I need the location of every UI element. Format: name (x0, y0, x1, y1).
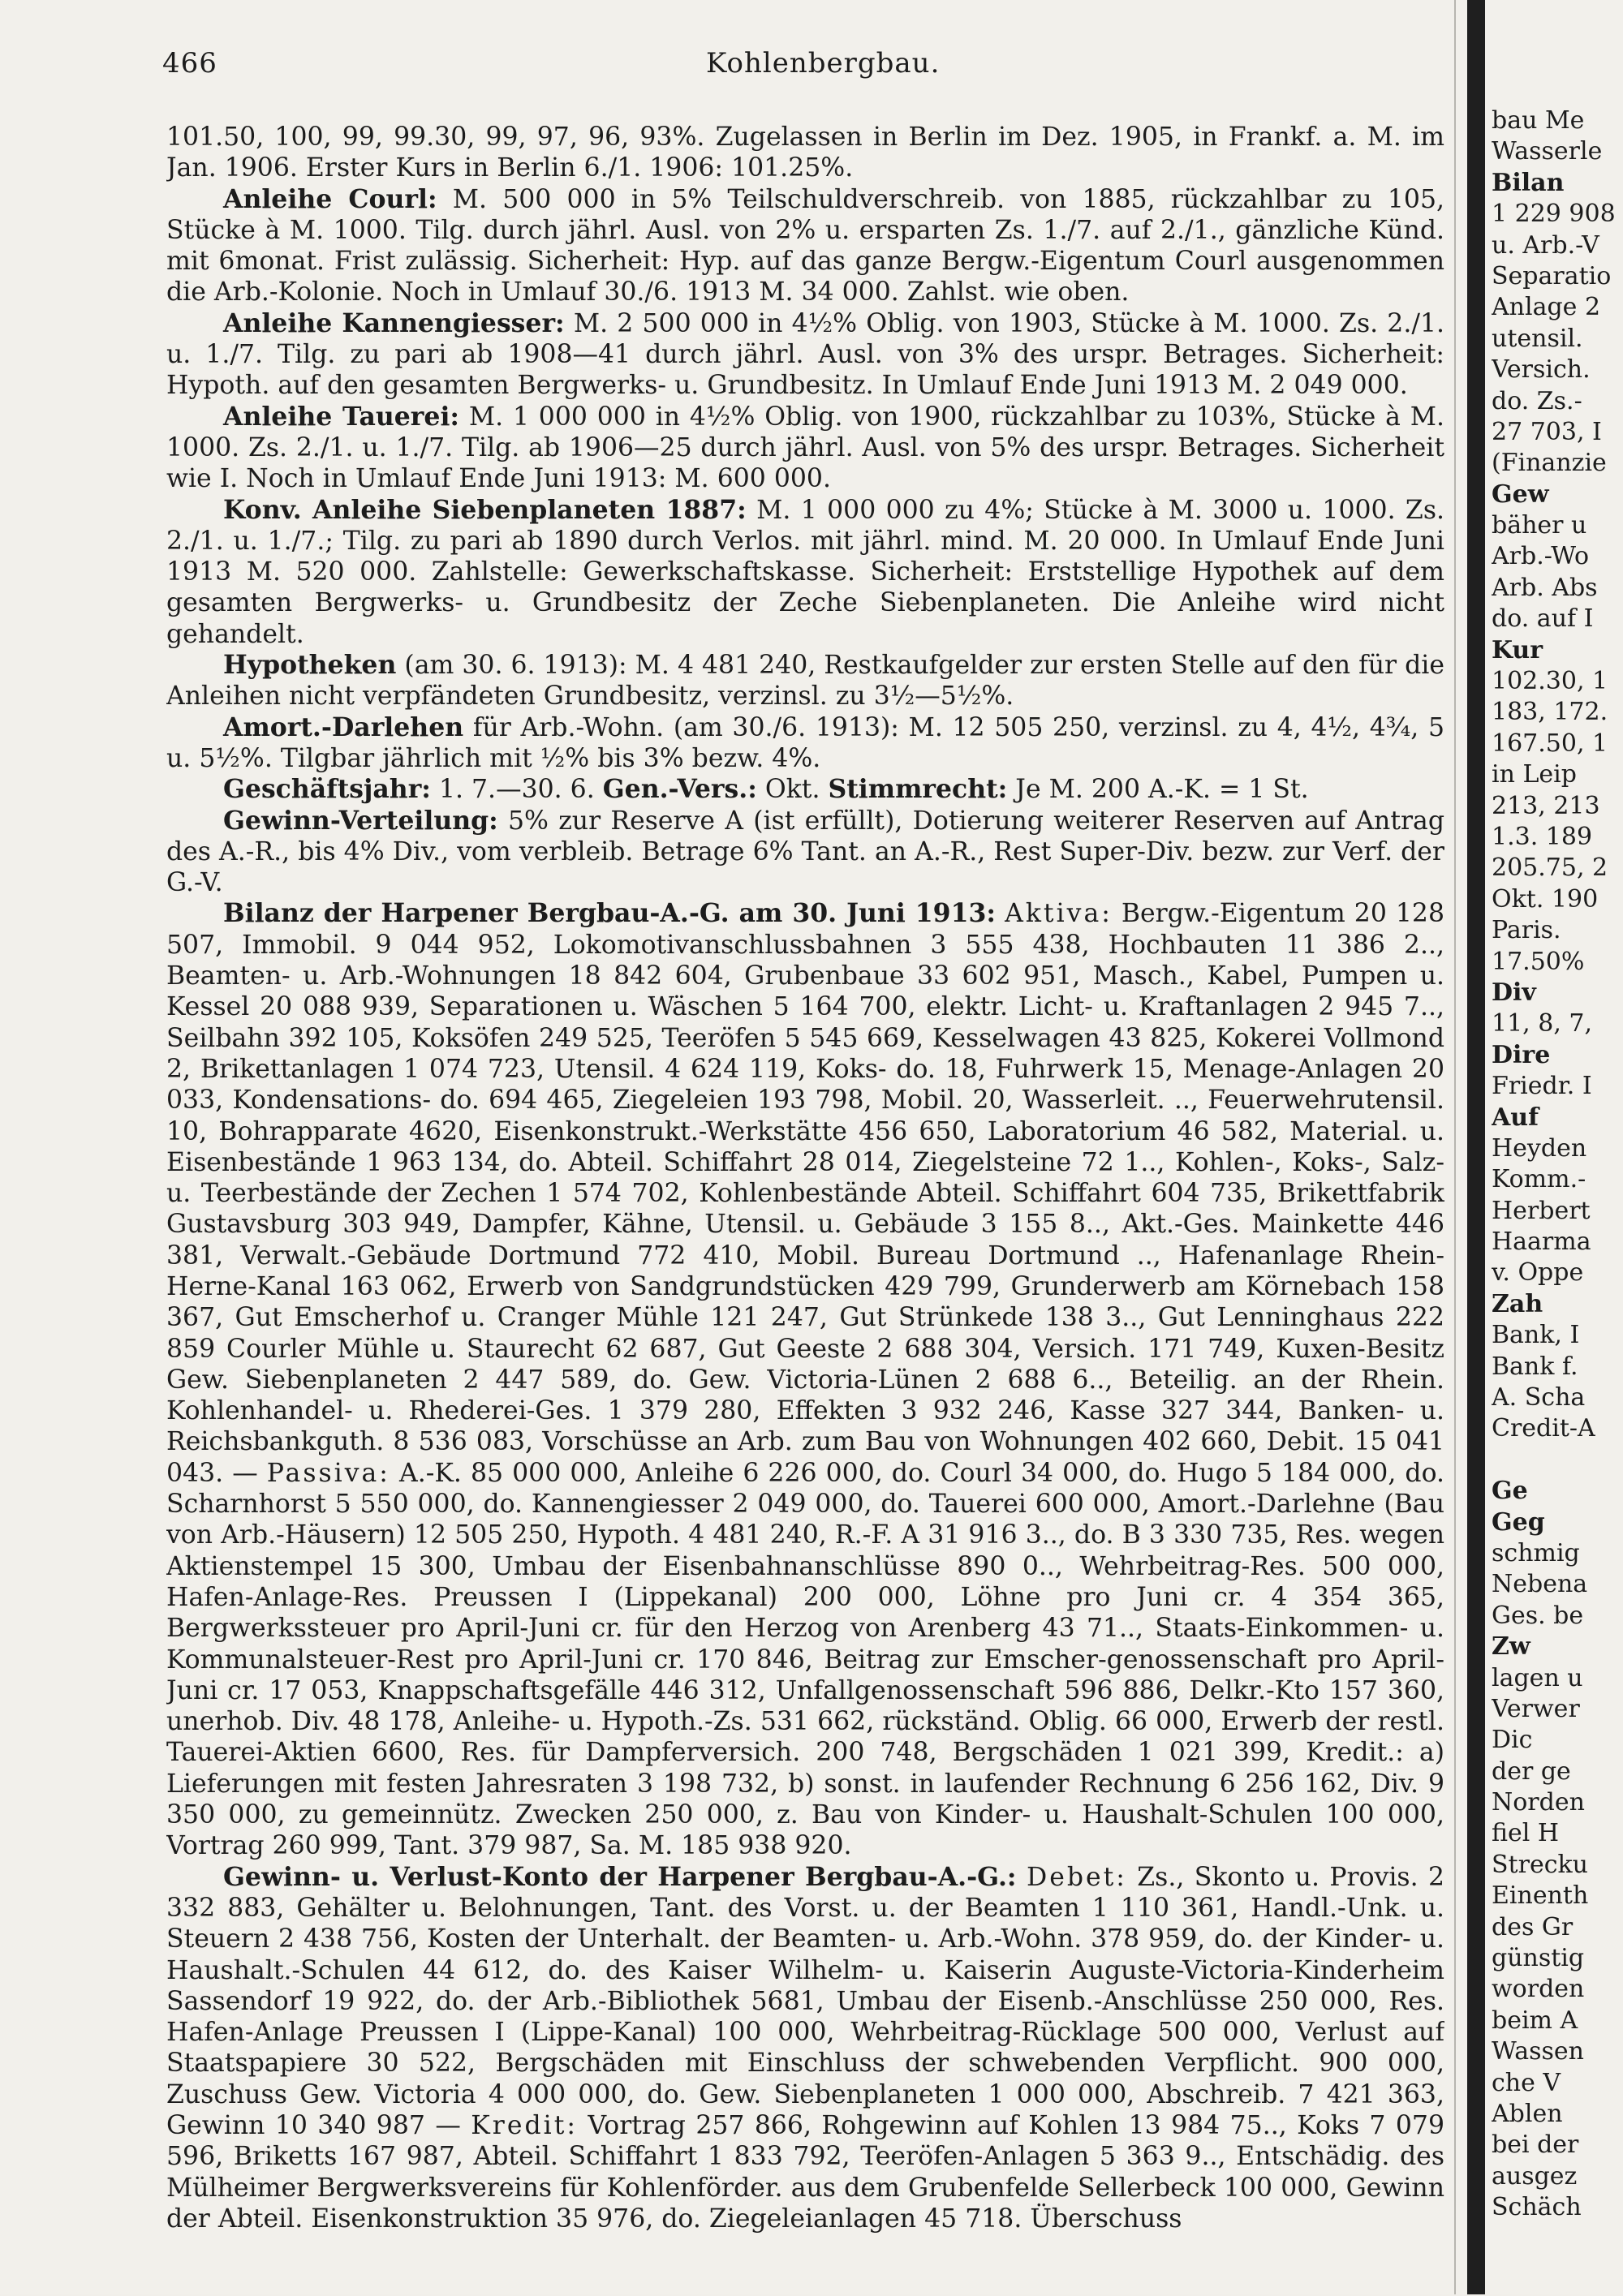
next-column-fragment: Nebena (1492, 1570, 1588, 1599)
next-column-fragment: Dic (1492, 1726, 1533, 1755)
paragraph-heading: Gen.-Vers.: (602, 774, 757, 805)
next-column-fragment: worden (1492, 1975, 1585, 2004)
next-column-fragment: lagen u (1492, 1663, 1583, 1692)
next-column-fragment: Arb. Abs (1492, 573, 1598, 602)
next-column-fragment: v. Oppe (1492, 1258, 1584, 1288)
next-column-fragment: 183, 172. (1492, 698, 1608, 727)
next-column-fragment: Wassen (1492, 2037, 1584, 2066)
paragraph-text: A.-K. 85 000 000, Anleihe 6 226 000, do. Courl 34 000, do. Hugo 5 184 000, do. Scharnhorst 5 550 000, do. Kannengiesser 2 049 000, do. Tauerei 600 000, Amort.-Darlehne (Bau von Arb.-Häusern) 12 505 250, Hypoth. 4 481 240, R.-F. A 31 916 3.., do. B 3 330 735, Res. wegen Aktienstempel 15 300, Umbau der Eisenbahnanschlüsse 890 0.., Wehrbeitrag-Res. 500 000, Hafen-Anlage-Res. Preussen I (Lippekanal) 200 000, Löhne pro Juni cr. 4 354 365, Bergwerkssteuer pro April-Juni cr. für den Herzog von Arenberg 43 71.., Staats-Einkommen- u. Kommunalsteuer-Rest pro April-Juni cr. 170 846, Beitrag zur Emscher-genossenschaft pro April-Juni cr. 17 053, Knappschaftsgefälle 446 312, Unfallgenossenschaft 596 886, Delkr.-Kto 157 360, unerhob. Div. 48 178, Anleihe- u. Hypoth.-Zs. 531 662, rückständ. Oblig. 66 000, Erwerb der restl. Tauerei-Aktien 6600, Res. für Dampferversich. 200 748, Bergschäden 1 021 399, Kredit.: a) Lieferungen mit festen Jahresraten 3 198 732, b) sonst. in laufender Rechnung 6 256 162, Div. 9 350 000, zu gemeinnütz. Zwecken 250 000, z. Bau von Kinder- u. Haushalt-Schulen 100 000, Vortrag 260 999, Tant. 379 987, Sa. M. 185 938 920. (166, 1458, 1444, 1861)
paragraph-heading: Gewinn- u. Verlust-Konto der Harpener Bergbau-A.-G.: (223, 1861, 1017, 1892)
next-column-fragment: Credit-A (1492, 1414, 1595, 1443)
next-column-fragment: bau Me (1492, 106, 1585, 135)
next-column-fragment: 213, 213 (1492, 791, 1600, 820)
page-header (162, 47, 1428, 80)
gutter-line (1454, 0, 1456, 2294)
paragraph-text: 101.50, 100, 99, 99.30, 99, 97, 96, 93%. Zugelassen in Berlin im Dez. 1905, in Frankf. a. M. im Jan. 1906. Erster Kurs in Berlin 6./1. 1906: 101.25%. (166, 123, 1444, 183)
next-column-fragment: schmig (1492, 1538, 1580, 1567)
paragraph (166, 122, 1444, 184)
next-column-fragment: des Gr (1492, 1912, 1573, 1941)
next-column-fragment: utensil. (1492, 324, 1583, 353)
next-column-fragment: Zah (1492, 1289, 1543, 1318)
next-column-fragment: Norden (1492, 1788, 1585, 1817)
next-column-fragment: Kur (1492, 635, 1543, 664)
next-column-fragment: Haarma (1492, 1228, 1591, 1257)
next-column-fragment: 1 229 908 (1492, 200, 1616, 229)
next-column-fragment: Schäch (1492, 2193, 1582, 2222)
next-column-fragment: Ges. be (1492, 1601, 1584, 1630)
next-column-fragment: u. Arb.-V (1492, 230, 1599, 260)
next-column-fragment: Bank f. (1492, 1352, 1578, 1381)
next-column-fragment: Ablen (1492, 2100, 1563, 2128)
paragraph (166, 1862, 1444, 2235)
paragraph-text: M. 1 000 000 zu 4%; Stücke à M. 3000 u. 1000. Zs. 2./1. u. 1./7.; Tilg. zu pari ab 1890 durch Verlos. mit jährl. mind. M. 20 000. In Umlauf Ende Juni 1913 M. 520 000. Zahlstelle: Gewerkschaftskasse. Sicherheit: Erststellige Hypothek auf dem gesamten Bergwerks- u. Grundbesitz der Zeche Siebenplaneten. Die Anleihe wird nicht gehandelt. (166, 495, 1444, 649)
next-column-fragment: ausgez (1492, 2161, 1578, 2191)
next-column-fragment: Bank, I (1492, 1321, 1580, 1350)
next-column-fragment: bei der (1492, 2130, 1579, 2160)
next-column-fragment: Okt. 190 (1492, 884, 1599, 914)
next-column-fragment: in Leip (1492, 760, 1577, 789)
paragraph-text: M. 500 000 in 5% Teilschuldverschreib. von 1885, rückzahlbar zu 105, Stücke à M. 1000. Tilg. durch jährl. Ausl. von 2% u. ersparten Zs. 1./7. auf 2./1., gänzliche Künd. mit 6monat. Frist zulässig. Sicherheit: Hyp. auf das ganze Bergw.-Eigentum Courl ausgenommen die Arb.-Kolonie. Noch in Umlauf 30./6. 1913 M. 34 000. Zahlst. wie oben. (166, 184, 1444, 307)
next-column-fragment: che V (1492, 2068, 1561, 2097)
paragraph (166, 774, 1444, 805)
next-column-fragment: do. Zs.- (1492, 386, 1582, 415)
next-column-fragment: Einenth (1492, 1881, 1589, 1911)
next-column-fragment: 167.50, 1 (1492, 729, 1608, 758)
next-column-fragment: bäher u (1492, 511, 1587, 540)
next-column-fragment: (Finanzie (1492, 449, 1607, 478)
next-column-fragment: Komm.- (1492, 1165, 1586, 1194)
next-column-fragment: fiel H (1492, 1819, 1560, 1848)
next-column-fragment (1492, 1445, 1623, 1476)
paragraph (166, 712, 1444, 775)
paragraph-heading: Stimmrecht: (828, 774, 1008, 805)
next-column-fragment: 27 703, I (1492, 417, 1602, 446)
paragraph-text (996, 899, 1005, 928)
paragraph (166, 898, 1444, 1861)
paragraph (166, 806, 1444, 899)
paragraph-text: Vortrag 257 866, Rohgewinn auf Kohlen 13 984 75.., Koks 7 079 596, Briketts 167 987, Abteil. Schiffahrt 1 833 792, Teeröfen-Anlagen 5 363 9.., Entschädig. des Mülheimer Bergwerksvereins für Kohlenförder. aus dem Grubenfelde Sellerbeck 100 000, Gewinn der Abteil. Eisenkonstruktion 35 976, do. Ziegeleianlagen 45 718. Überschuss (166, 2111, 1444, 2234)
next-column-fragment: 1.3. 189 (1492, 822, 1593, 851)
paragraph-text: (am 30. 6. 1913): M. 4 481 240, Restkaufgelder zur ersten Stelle auf den für die Anleihen nicht verpfändeten Grundbesitz, verzinsl. zu 3½—5½%. (166, 651, 1444, 712)
next-column-fragment: Auf (1492, 1103, 1539, 1132)
running-title: Kohlenbergbau. (706, 47, 941, 80)
paragraph (166, 308, 1444, 402)
paragraph-heading: Konv. Anleihe Siebenplaneten 1887: (223, 494, 747, 525)
paragraph-text: M. 2 500 000 in 4½% Oblig. von 1903, Stücke à M. 1000. Zs. 2./1. u. 1./7. Tilg. zu pari ab 1908—41 durch jährl. Ausl. von 3% des urspr. Betrages. Sicherheit: Hypoth. auf den gesamten Bergwerks- u. Grundbesitz. In Umlauf Ende Juni 1913 M. 2 049 000. (166, 308, 1444, 401)
paragraph-text: Okt. (756, 775, 829, 805)
next-column-fragment: Arb.-Wo (1492, 542, 1590, 571)
paragraph-text: für Arb.-Wohn. (am 30./6. 1913): M. 12 505 250, verzinsl. zu 4, 4½, 4¾, 5 u. 5½%. Tilgbar jährlich mit ½% bis 3% bezw. 4%. (166, 712, 1444, 773)
paragraph (166, 402, 1444, 495)
next-column-fragment: Div (1492, 978, 1536, 1007)
next-column-fragment: Zw (1492, 1632, 1530, 1662)
next-column-fragment: beim A (1492, 2006, 1578, 2035)
paragraph-text: 5% zur Reserve A (ist erfüllt), Dotierung weiterer Reserven auf Antrag des A.-R., bis 4% Div., vom verbleib. Betrage 6% Tant. an A.-R., Rest Super-Div. bezw. zur Verf. der G.-V. (166, 806, 1444, 898)
paragraph-heading: Anleihe Courl: (223, 183, 437, 214)
next-column-fragment: Geg (1492, 1507, 1545, 1537)
paragraph-text: M. 1 000 000 in 4½% Oblig. von 1900, rückzahlbar zu 103%, Stücke à M. 1000. Zs. 2./1. u. 1./7. Tilg. ab 1906—25 durch jährl. Ausl. von 5% des urspr. Betrages. Sicherheit wie I. Noch in Umlauf Ende Juni 1913: M. 600 000. (166, 402, 1444, 494)
paragraph-heading: Anleihe Kannengiesser: (223, 307, 565, 338)
next-column-fragment: Friedr. I (1492, 1072, 1592, 1101)
paragraph-heading: Gewinn-Verteilung: (223, 805, 498, 836)
next-column-fragment: 205.75, 2 (1492, 853, 1608, 883)
paragraph-text (1017, 1863, 1027, 1892)
main-text-column (166, 122, 1444, 2280)
next-column-fragment: Ge (1492, 1477, 1528, 1506)
next-column-fragment: Herbert (1492, 1196, 1591, 1225)
paragraph (166, 495, 1444, 650)
next-column-fragment: günstig (1492, 1944, 1585, 1973)
paragraph-text: 1. 7.—30. 6. (430, 775, 603, 805)
next-column-fragment: Verwer (1492, 1694, 1580, 1723)
next-column-fragment: 17.50% (1492, 947, 1585, 976)
next-column-fragment: 11, 8, 7, (1492, 1009, 1593, 1038)
page-number: 466 (162, 47, 217, 80)
next-column-fragment: Wasserle (1492, 137, 1603, 166)
next-column-fragment: Heyden (1492, 1133, 1587, 1163)
paragraph-heading: Amort.-Darlehen (223, 712, 464, 742)
next-column-fragment: Gew (1492, 479, 1549, 509)
spaced-label: Debet: (1026, 1862, 1127, 1892)
paragraph-heading: Anleihe Tauerei: (223, 401, 460, 432)
next-column-fragment: der ge (1492, 1756, 1571, 1786)
spaced-label: Kredit: (471, 2111, 578, 2140)
paragraph-text: Bergw.-Eigentum 20 128 507, Immobil. 9 044 952, Lokomotivanschlussbahnen 3 555 438, Hochbauten 11 386 2.., Beamten- u. Arb.-Wohnungen 18 842 604, Grubenbaue 33 602 951, Masch., Kabel, Pumpen u. Kessel 20 088 939, Separationen u. Wäschen 5 164 700, elektr. Licht- u. Kraftanlagen 2 945 7.., Seilbahn 392 105, Koksöfen 249 525, Teeröfen 5 545 669, Kesselwagen 43 825, Kokerei Vollmond 2, Brikettanlagen 1 074 723, Utensil. 4 624 119, Koks- do. 18, Fuhrwerk 15, Menage-Anlagen 20 033, Kondensations- do. 694 465, Ziegeleien 193 798, Mobil. 20, Wasserleit. .., Feuerwehrutensil. 10, Bohrapparate 4620, Eisenkonstrukt.-Werkstätte 456 650, Laboratorium 46 582, Material. u. Eisenbestände 1 963 134, do. Abteil. Schiffahrt 28 014, Ziegelsteine 72 1.., Kohlen-, Koks-, Salz- u. Teerbestände der Zechen 1 574 702, Kohlenbestände Abteil. Schiffahrt 604 735, Brikettfabrik Gustavsburg 303 949, Dampfer, Kähne, Utensil. u. Gebäude 3 155 8.., Akt.-Ges. Mainkette 446 381, Verwalt.-Gebäude Dortmund 772 410, Mobil. Bureau Dortmund .., Hafenanlage Rhein-Herne-Kanal 163 062, Erwerb von Sandgrundstücken 429 799, Grunderwerb am Körnebach 158 367, Gut Emscherhof u. Cranger Mühle 121 247, Gut Strünkede 138 3.., Gut Lenninghaus 222 859 Courler Mühle u. Staurecht 62 687, Gut Geeste 2 688 304, Versich. 171 749, Kuxen-Besitz Gew. Siebenplaneten 2 447 589, do. Gew. Victoria-Lünen 2 688 6.., Beteilig. an der Rhein. Kohlenhandel- u. Rhederei-Ges. 1 379 280, Effekten 3 932 246, Kasse 327 344, Banken- u. Reichsbankguth. 8 536 083, Vorschüsse an Arb. zum Bau von Wohnungen 402 660, Debit. 15 041 043. — (166, 899, 1444, 1488)
paragraph (166, 650, 1444, 712)
next-column-fragment: Versich. (1492, 355, 1591, 385)
next-column-fragment: Anlage 2 (1492, 293, 1601, 322)
next-column-fragment: Dire (1492, 1040, 1551, 1069)
next-column-fragment: do. auf I (1492, 604, 1594, 634)
paragraph-heading: Hypotheken (223, 650, 397, 681)
paragraph (166, 184, 1444, 308)
adjacent-page-column-fragment (1492, 105, 1623, 2296)
spaced-label: Aktiva: (1005, 899, 1113, 929)
next-column-fragment: A. Scha (1492, 1383, 1586, 1412)
next-column-fragment: Strecku (1492, 1850, 1589, 1879)
next-column-fragment: Separatio (1492, 261, 1612, 290)
spaced-label: Passiva: (266, 1458, 390, 1488)
page-binding-edge (1467, 0, 1485, 2294)
paragraph-heading: Bilanz der Harpener Bergbau-A.-G. am 30. Juni 1913: (223, 898, 997, 929)
paragraph-text: Zs., Skonto u. Provis. 2 332 883, Gehälter u. Belohnungen, Tant. des Vorst. u. der Beamten 1 110 361, Handl.-Unk. u. Steuern 2 438 756, Kosten der Unterhalt. der Beamten- u. Arb.-Wohn. 378 959, do. der Kinder- u. Haushalt.-Schulen 44 612, do. des Kaiser Wilhelm- u. Kaiserin Auguste-Victoria-Kinderheim Sassendorf 19 922, do. der Arb.-Bibliothek 5681, Umbau der Eisenb.-Anschlüsse 250 000, Res. Hafen-Anlage Preussen I (Lippe-Kanal) 100 000, Wehrbeitrag-Rücklage 500 000, Verlust auf Staatspapiere 30 522, Bergschäden mit Einschluss der schwebenden Verpflicht. 900 000, Zuschuss Gew. Victoria 4 000 000, do. Gew. Siebenplaneten 1 000 000, Abschreib. 7 421 363, Gewinn 10 340 987 — (166, 1862, 1444, 2140)
next-column-fragment: Paris. (1492, 916, 1561, 945)
next-column-fragment: 102.30, 1 (1492, 667, 1608, 696)
paragraph-heading: Geschäftsjahr: (223, 774, 431, 805)
paragraph-text: Je M. 200 A.-K. = 1 St. (1007, 775, 1309, 805)
next-column-fragment: Bilan (1492, 168, 1565, 197)
